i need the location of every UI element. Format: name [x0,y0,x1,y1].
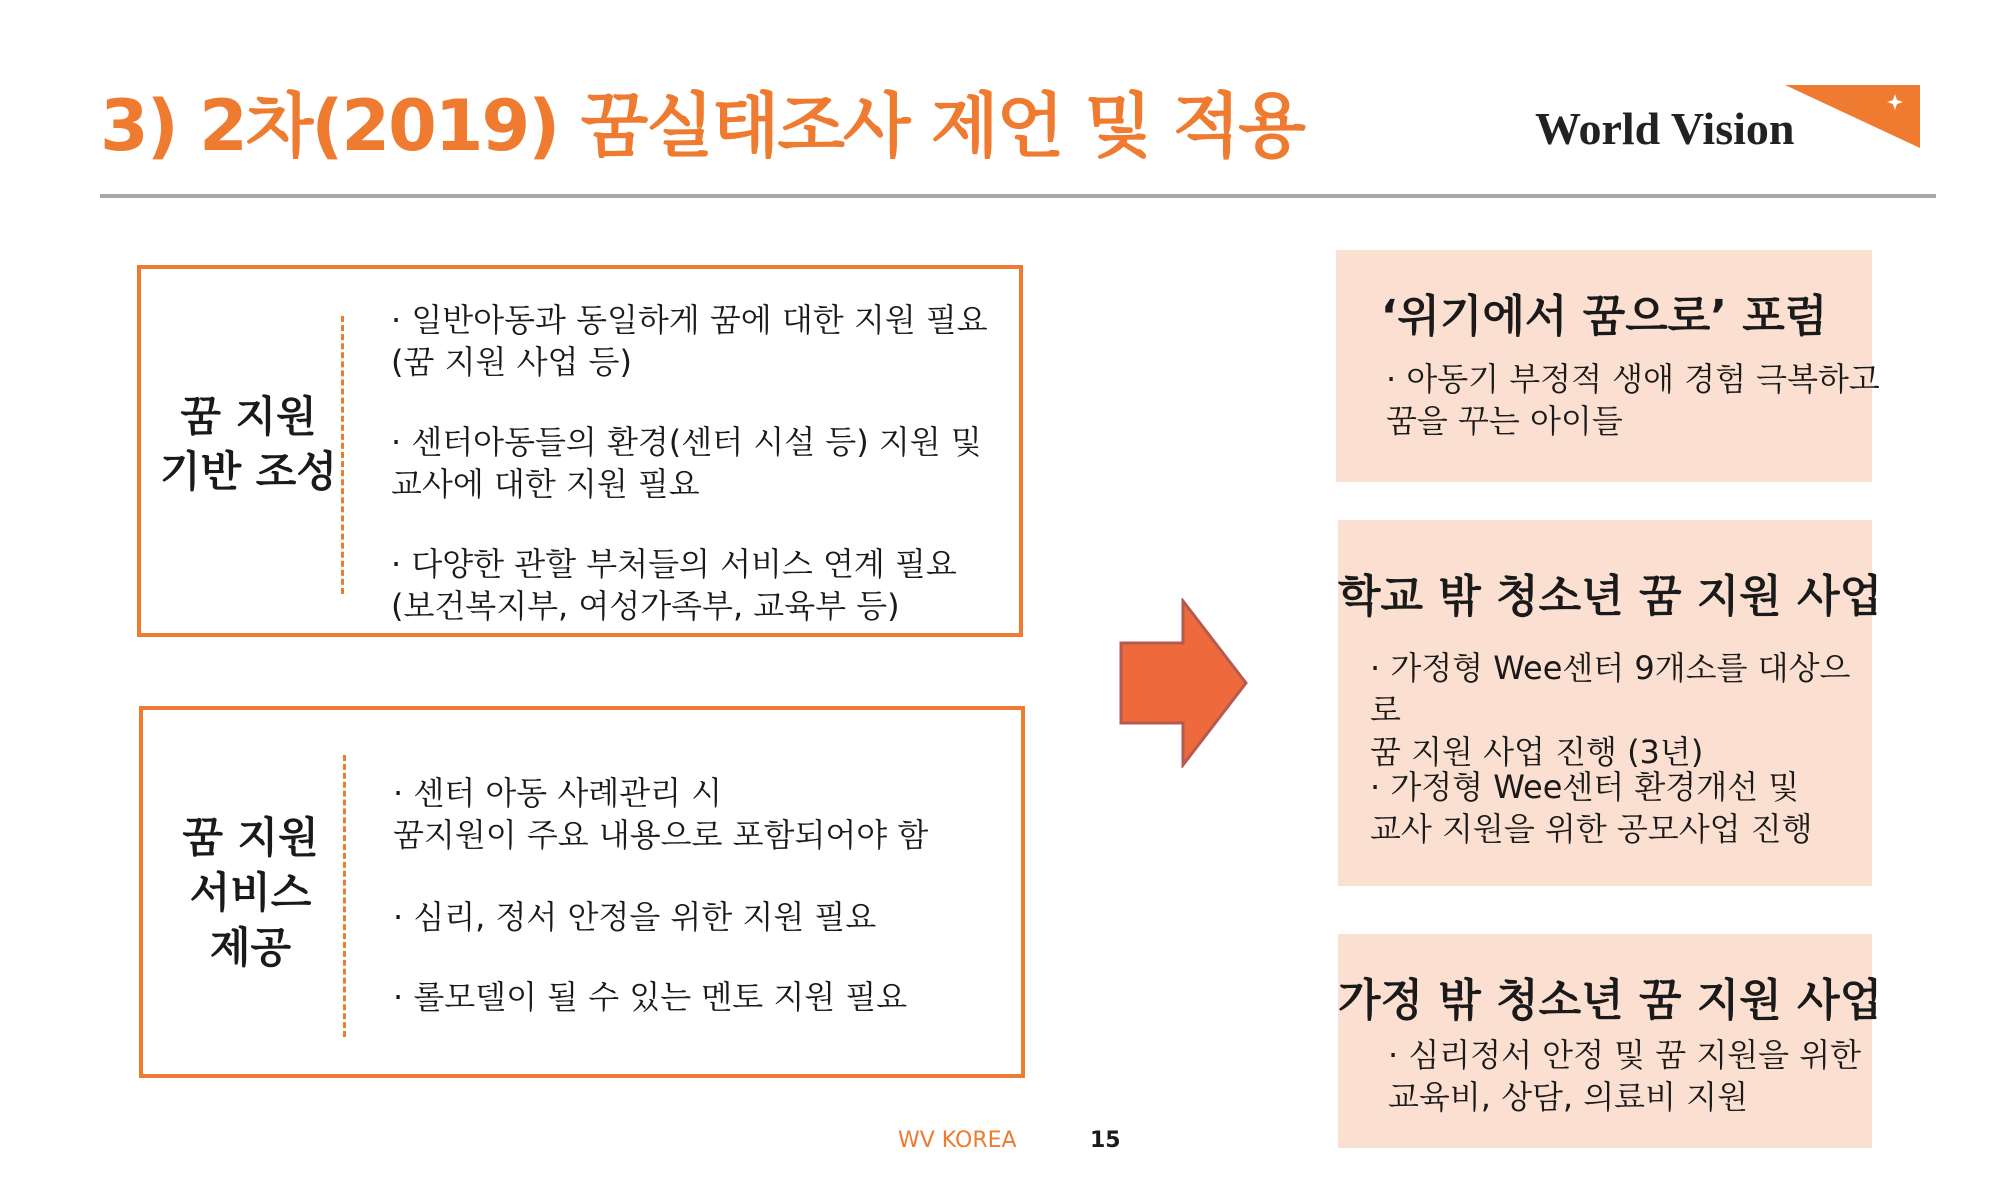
world-vision-logo [1535,80,1935,160]
panel-text: · 가정형 Wee센터 9개소를 대상으로 꿈 지원 사업 진행 (3년) [1370,649,1851,771]
panel-title: ‘위기에서 꿈으로’ 포럼 [1380,291,1828,342]
dream-support-foundation-box [137,265,1023,637]
bullet-item: · 센터 아동 사례관리 시 꿈지원이 주요 내용으로 포함되어야 함 [393,774,929,854]
dashed-divider [341,316,344,594]
box-label: 꿈 지원 서비스 제공 [182,813,319,972]
footer-org: WV KOREA [898,1128,1017,1153]
out-of-school-youth-panel [1338,520,1883,886]
right-arrow-icon [1118,598,1250,768]
dream-support-service-box [139,706,1025,1078]
bullet-item: · 심리, 정서 안정을 위한 지원 필요 [393,898,877,936]
panel-title: 가정 밖 청소년 꿈 지원 사업 [1338,975,1883,1026]
logo-mark-icon [1785,80,1925,150]
panel-text: · 아동기 부정적 생애 경험 극복하고 꿈을 꾸는 아이들 [1386,360,1880,440]
bullet-item: · 롤모델이 될 수 있는 멘토 지원 필요 [393,978,908,1016]
dashed-divider [343,755,346,1037]
panel-text: · 가정형 Wee센터 환경개선 및 교사 지원을 위한 공모사업 진행 [1370,768,1813,848]
header-divider [100,194,1936,198]
bullet-item: · 일반아동과 동일하게 꿈에 대한 지원 필요 (꿈 지원 사업 등) [391,301,988,381]
out-of-home-youth-panel [1338,934,1883,1148]
panel-text: · 심리정서 안정 및 꿈 지원을 위한 교육비, 상담, 의료비 지원 [1388,1036,1862,1116]
logo-text: World Vision [1535,103,1795,154]
forum-panel [1336,250,1880,482]
page-title: 3) 2차(2019) 꿈실태조사 제언 및 적용 [100,85,1304,167]
bullet-item: · 센터아동들의 환경(센터 시설 등) 지원 및 교사에 대한 지원 필요 [391,423,982,503]
panel-title: 학교 밖 청소년 꿈 지원 사업 [1338,571,1883,622]
page-number: 15 [1090,1128,1121,1153]
bullet-item: · 다양한 관할 부처들의 서비스 연계 필요 (보건복지부, 여성가족부, 교육부 등) [391,545,957,625]
box-label: 꿈 지원 기반 조성 [160,392,337,496]
